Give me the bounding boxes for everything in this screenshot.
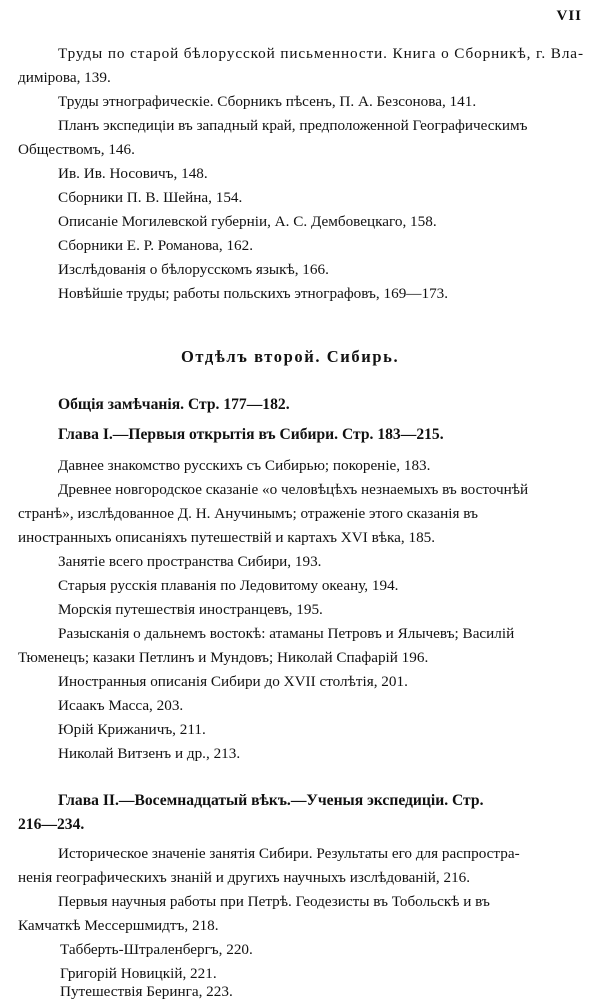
toc-entry: Камчаткѣ Мессершмидтъ, 218. [18,917,219,934]
toc-entry: Описаніе Могилевской губерніи, А. С. Дембовецкаго, 158. [58,213,437,230]
toc-entry: странѣ», изслѣдованное Д. Н. Анучинымъ; отраженіе этого сказанія въ [18,505,478,522]
toc-entry: Иностранныя описанія Сибири до XVII столѣтія, 201. [58,673,408,690]
toc-entry: Труды по старой бѣлорусской письменности. Книга о Сборникѣ, г. Вла- [58,45,584,62]
toc-entry: Ив. Ив. Носовичъ, 148. [58,165,208,182]
toc-entry: Труды этнографическіе. Сборникъ пѣсенъ, П. А. Безсонова, 141. [58,93,477,110]
toc-entry: Изслѣдованія о бѣлорусскомъ языкѣ, 166. [58,261,329,278]
toc-entry: Юрій Крижаничъ, 211. [58,721,206,738]
section-heading: Отдѣлъ второй. Сибирь. [181,347,400,366]
toc-entry: иностранныхъ описаніяхъ путешествій и картахъ XVI вѣка, 185. [18,529,436,546]
toc-entry: Древнее новгородское сказаніе «о человѣцѣхъ незнаемыхъ въ восточнѣй [58,481,529,498]
toc-entry: Николай Витзенъ и др., 213. [58,745,241,762]
toc-entry: Сборники Е. Р. Романова, 162. [58,237,254,254]
toc-entry: димірова, 139. [18,69,111,86]
toc-entry: Разысканія о дальнемъ востокѣ: атаманы Петровъ и Ялычевъ; Василій [58,625,515,642]
toc-entry: Табберть-Штраленбергъ, 220. [60,941,253,958]
toc-entry: Старыя русскія плаванія по Ледовитому океану, 194. [58,577,399,594]
toc-entry: Историческое значеніе занятія Сибири. Результаты его для распростра- [58,845,520,862]
toc-entry: Тюменецъ; казаки Петлинъ и Мундовъ; Николай Спафарій 196. [18,649,429,666]
page-number: VII [556,8,582,24]
chapter-heading-cont: 216—234. [18,816,85,833]
chapter-heading: Глава II.—Восемнадцатый вѣкъ.—Ученыя экспедиціи. Стр. [58,792,484,809]
toc-entry: Давнее знакомство русскихъ съ Сибирью; покореніе, 183. [58,457,431,474]
toc-entry: Планъ экспедиціи въ западный край, предположенной Географическимъ [58,117,528,134]
toc-entry: Путешествія Беринга, 223. [60,983,233,1000]
toc-entry: Занятіе всего пространства Сибири, 193. [58,553,322,570]
toc-entry: Морскія путешествія иностранцевъ, 195. [58,601,323,618]
toc-entry: Общія замѣчанія. Стр. 177—182. [58,396,290,413]
toc-entry: Обществомъ, 146. [18,141,135,158]
toc-entry: Первыя научныя работы при Петрѣ. Геодезисты въ Тобольскѣ и въ [58,893,490,910]
toc-entry: Исаакъ Масса, 203. [58,697,184,714]
chapter-heading: Глава I.—Первыя открытія въ Сибири. Стр. 183—215. [58,426,444,443]
toc-entry: ненія географическихъ знаній и другихъ научныхъ изслѣдованій, 216. [18,869,471,886]
toc-entry: Сборники П. В. Шейна, 154. [58,189,243,206]
toc-entry: Новѣйшіе труды; работы польскихъ этнографовъ, 169—173. [58,285,449,302]
toc-entry: Григорій Новицкій, 221. [60,965,217,982]
